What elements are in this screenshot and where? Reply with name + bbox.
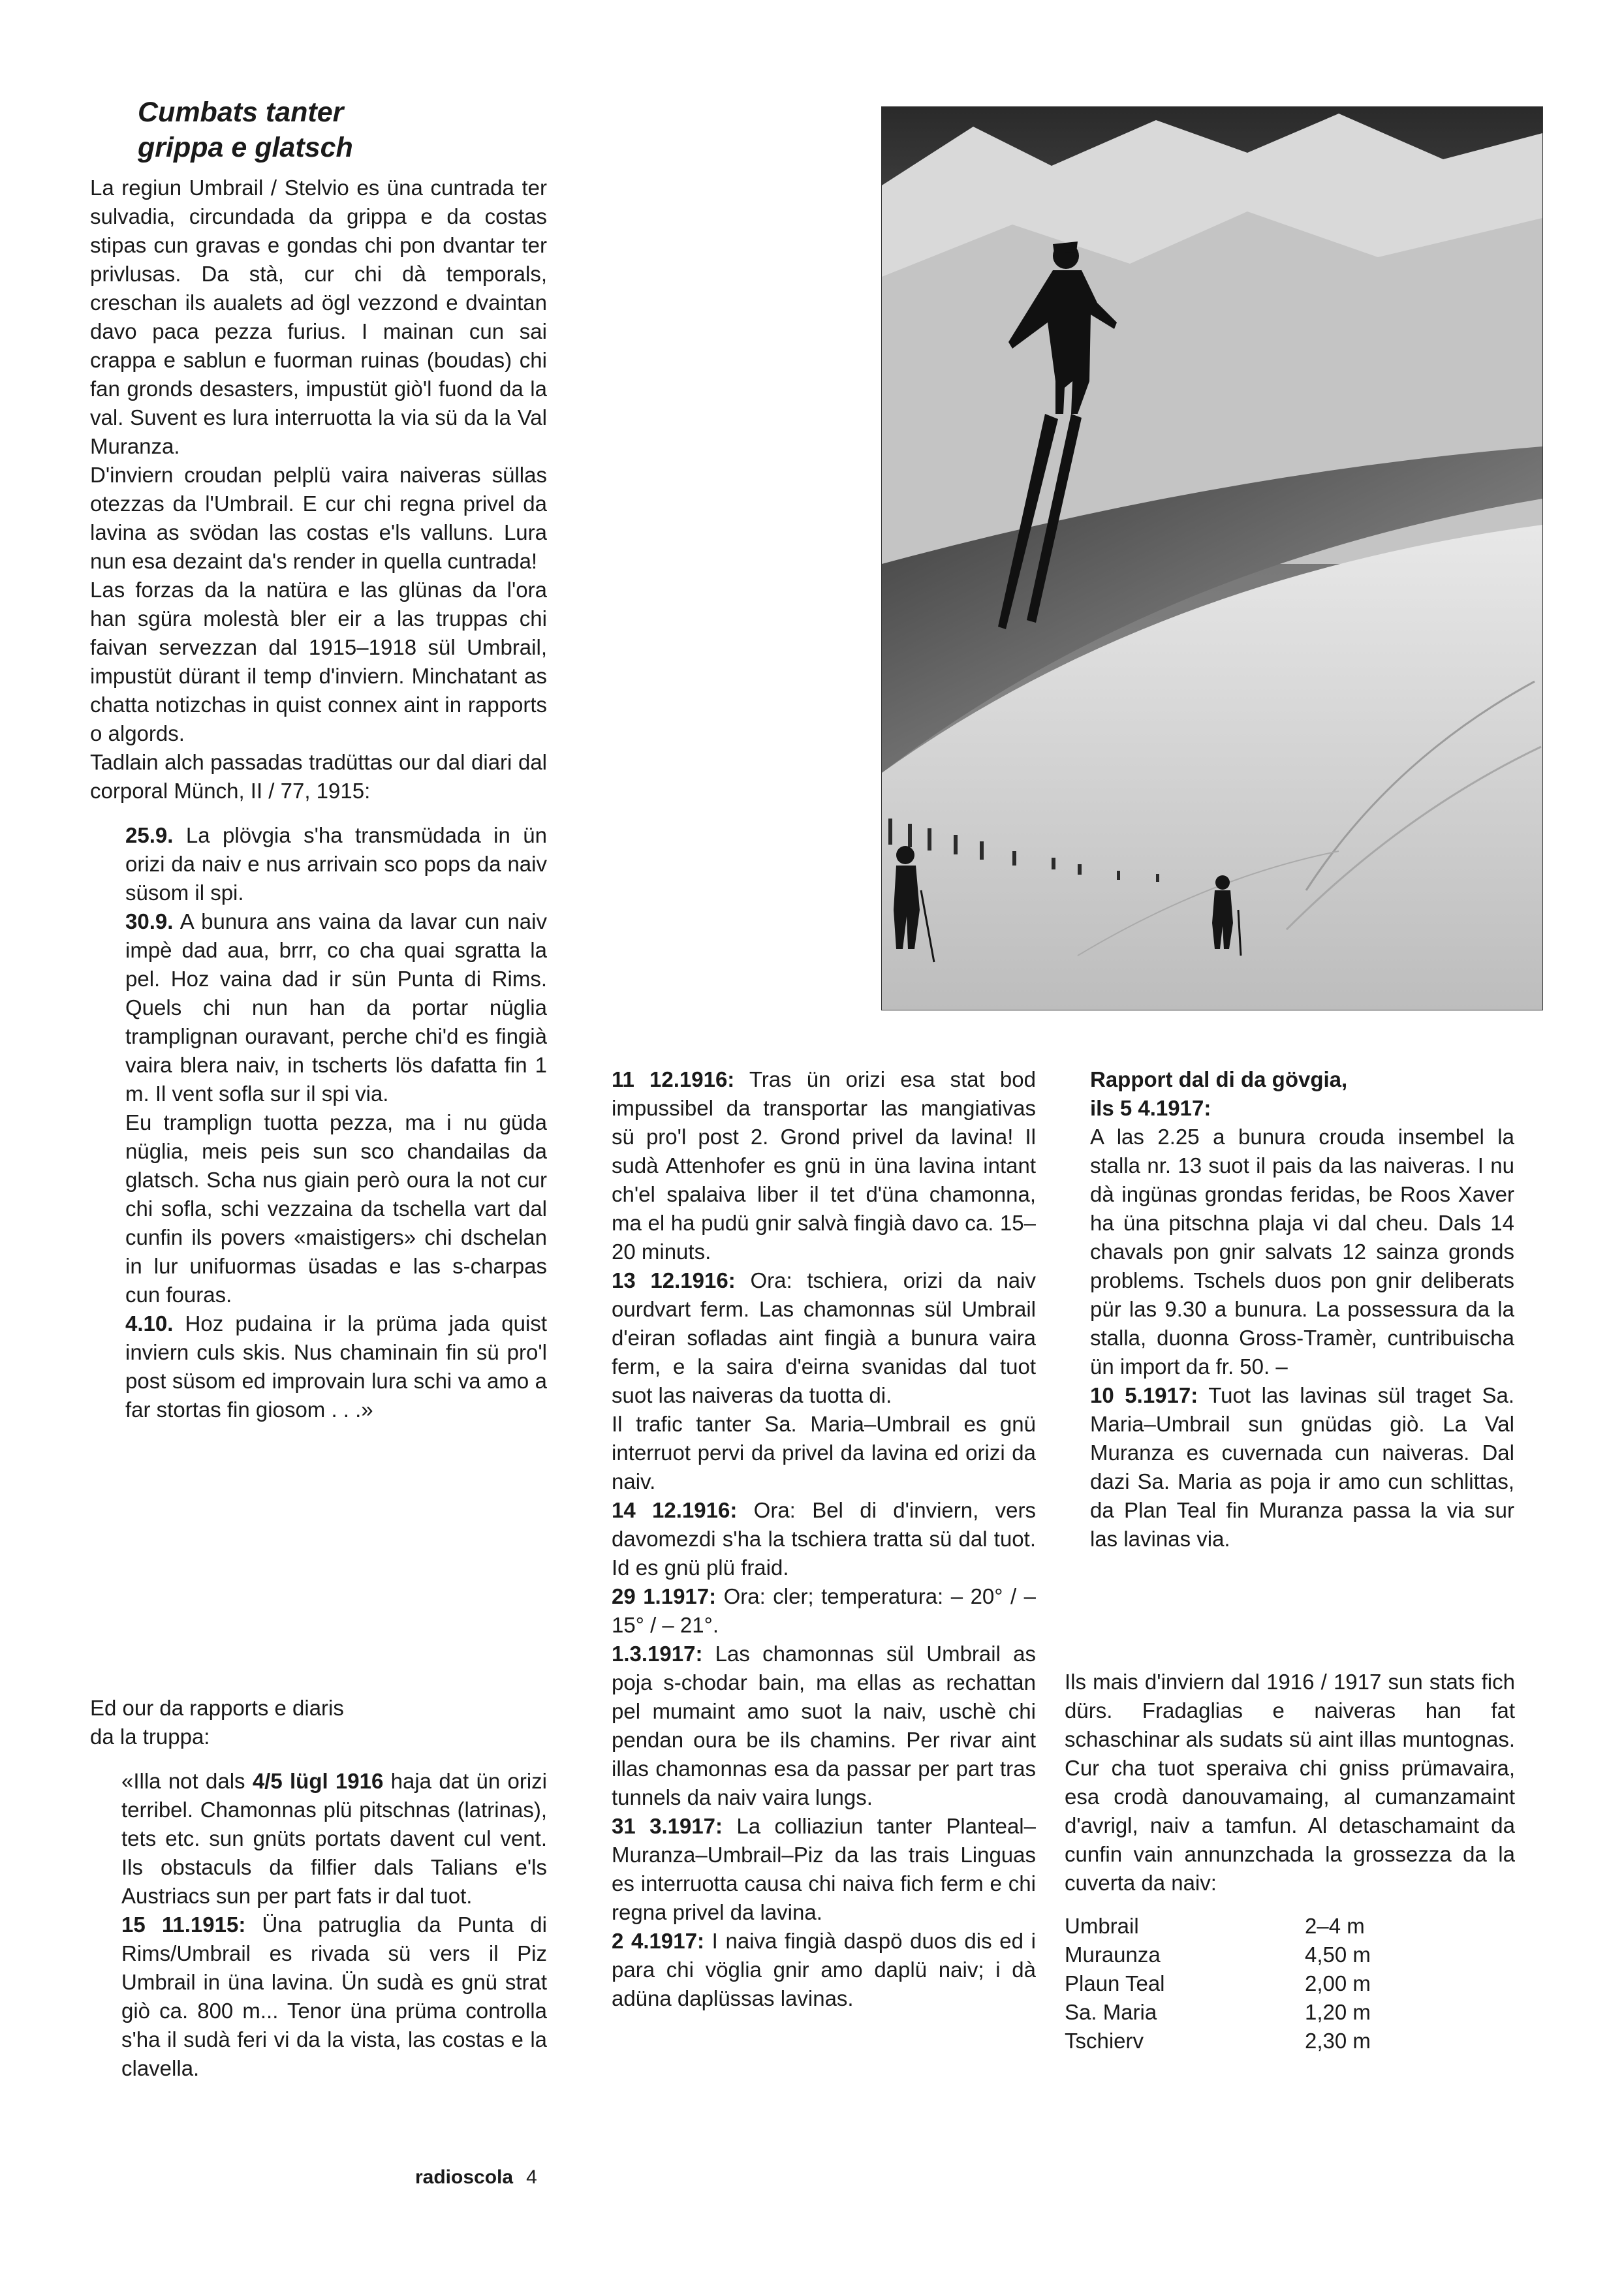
- diary-date: 4.10.: [125, 1311, 174, 1335]
- snow-depth-table: [1065, 1912, 1371, 2055]
- report-date: 11 12.1916:: [612, 1067, 735, 1091]
- place-cell: Tschierv: [1065, 2029, 1144, 2053]
- table-row: [1065, 1969, 1371, 1998]
- place-cell: Umbrail: [1065, 1914, 1139, 1938]
- depth-cell: 2–4 m: [1305, 1914, 1365, 1938]
- report-entry: 13 12.1916: Ora: tschiera, orizi da naiv ourdvart ferm. Las chamonnas sül Umbrail d'eiran sofladas aint fingià a bunura vaira ferm, e la saira d'eirna svanidas dal tuot suot las naiveras da tuotta di.: [612, 1268, 1036, 1407]
- lower-intro-line: Ed our da rapports e diaris: [90, 1696, 344, 1720]
- report-entry: «Illa not dals 4/5 lügl 1916 haja dat ün orizi terribel. Chamonnas plü pitschnas (latrinas), tets etc. sun gnüts portats davent cul vent. Ils obstaculs da filfier dals Talians e'ls Austriacs sun per part fats ir dal tuot.: [121, 1769, 547, 1908]
- report-date: 14 12.1916:: [612, 1498, 738, 1522]
- diary-entry: 4.10. Hoz pudaina ir la prüma jada quist inviern culs skis. Nus chaminain fin sü pro'l post süsom ed improvain lura schi va amo a far stortas fin giosom . . .»: [125, 1311, 547, 1422]
- diary-date: 30.9.: [125, 909, 174, 933]
- left-column-lower: [90, 1694, 547, 2083]
- report-entry: 10 5.1917: Tuot las lavinas sül traget Sa. Maria–Umbrail sun gnüdas giò. La Val Muranza es cuvernada cun naiveras. Dal dazi Sa. Maria as poja ir amo cun schlittas, da Plan Teal fin Muranza passa la via sur las lavinas via.: [1090, 1383, 1514, 1551]
- heading-line-2: grippa e glatsch: [138, 132, 353, 163]
- article-heading: [138, 95, 562, 165]
- report-entry: Il trafic tanter Sa. Maria–Umbrail es gnü interruot pervi da privel da lavina ed orizi da naiv.: [612, 1412, 1036, 1493]
- rapport-paragraph: A las 2.25 a bunura crouda insembel la stalla nr. 13 suot il pais da las naiveras. I nu dà ingünas grondas feridas, be Roos Xaver ha üna pitschna plaja vi dal cheu. Dals 14 chavals pon gnir salvats 12 sainza gronds problems. Tschels duos pon gnir deliberats pür las 9.30 a bunura. La possessura da la stalla, duonna Gross-Tramèr, cuntribuischa ün import da fr. 50. –: [1090, 1125, 1514, 1379]
- table-row: [1065, 1941, 1371, 1969]
- depth-cell: 4,50 m: [1305, 1943, 1371, 1967]
- report-date: 10 5.1917:: [1090, 1383, 1198, 1407]
- report-date: 29 1.1917:: [612, 1584, 717, 1608]
- left-column: [90, 174, 547, 1424]
- report-entry: 1.3.1917: Las chamonnas sül Umbrail as poja s-chodar bain, ma ellas as rechattan pel mumaint amo suot la naiv, uschè chi pendan oura be ils chamins. Per rivar aint illas chamonnas esa da passar per part tras tunnels da naiv vaira lungs.: [612, 1642, 1036, 1809]
- rapport-title: Rapport dal di da gövgia,: [1090, 1067, 1348, 1091]
- diary-entry: Eu tramplign tuotta pezza, ma i nu güda nüglia, meis peis sun sco chandailas da glatsch. Scha nus giain però oura la not cur chi sofla, schi vezzaina da tschella vart dal cunfin ils povers «maistigers» chi dschelan in lur unifuormas üsadas e las s-charpas cun fouras.: [125, 1110, 547, 1307]
- ski-jumper-photo: [881, 106, 1543, 1010]
- intro-paragraph: D'inviern croudan pelplü vaira naiveras süllas otezzas da l'Umbrail. E cur chi regna privel da lavina as svödan las costas e'ls valluns. Lura nun esa dezaint da's render in quella cuntrada!: [90, 463, 547, 573]
- diary-entry: 25.9. La plövgia s'ha transmüdada in ün orizi da naiv e nus arrivain sco pops da naiv süsom il spi.: [125, 823, 547, 905]
- table-row: [1065, 1998, 1371, 2027]
- diary-excerpt: [90, 821, 547, 1424]
- right-column-lower: [1065, 1668, 1515, 2055]
- intro-paragraph: La regiun Umbrail / Stelvio es üna cuntrada ter sulvadia, circundada da grippa e da costas stipas cun gravas e gondas chi pon dvantar ter privlusas. Da stà, cur chi dà temporals, creschan ils aualets ad ögl vezzond e dvaintan davo paca pezza furius. I mainan cun sai crappa e sablun e fuorman ruinas (boudas) chi fan gronds desasters, impustüt giò'l fuond da la val. Suvent es lura interruotta la via sü da la Val Muranza.: [90, 176, 547, 458]
- report-excerpt: [90, 1767, 547, 2083]
- report-date: 4/5 lügl 1916: [252, 1769, 384, 1793]
- report-date: 31 3.1917:: [612, 1814, 723, 1838]
- place-cell: Plaun Teal: [1065, 1971, 1165, 1995]
- middle-column: [612, 1065, 1036, 2013]
- closing-paragraph: Ils mais d'inviern dal 1916 / 1917 sun stats fich dürs. Fradaglias e naiveras han fat schaschinar als sudats sü aint illas muntognas. Cur cha tuot speraiva chi gniss prümavaira, esa crodà danouvamaing, al cumanzamaint d'avrigl, naiv a tamfun. Al detaschamaint da cunfin vain annunzchada la grossezza da la cuverta da naiv:: [1065, 1670, 1515, 1895]
- place-cell: Muraunza: [1065, 1943, 1161, 1967]
- intro-paragraph: Tadlain alch passadas tradüttas our dal diari dal corporal Münch, II / 77, 1915:: [90, 750, 547, 803]
- depth-cell: 1,20 m: [1305, 2000, 1371, 2024]
- heading-line-1: Cumbats tanter: [138, 97, 344, 128]
- page-number: 4: [526, 2166, 537, 2188]
- diary-date: 25.9.: [125, 823, 174, 847]
- page-footer: [415, 2164, 537, 2191]
- depth-cell: 2,00 m: [1305, 1971, 1371, 1995]
- report-date: 2 4.1917:: [612, 1929, 704, 1953]
- report-entry: 15 11.1915: Üna patruglia da Punta di Rims/Umbrail es rivada sü vers il Piz Umbrail in üna lavina. Ün sudà es gnü strat giò ca. 800 m... Tenor üna prüma controlla s'ha il sudà feri vi da la vista, las costas e la clavella.: [121, 1912, 547, 2080]
- publication-name: radioscola: [415, 2166, 514, 2188]
- report-entry: 2 4.1917: I naiva fingià daspö duos dis ed i para chi vöglia gnir amo daplü naiv; i dà adüna daplüssas lavinas.: [612, 1929, 1036, 2010]
- place-cell: Sa. Maria: [1065, 2000, 1157, 2024]
- rapport-date-title: ils 5 4.1917:: [1090, 1096, 1211, 1120]
- intro-paragraph: Las forzas da la natüra e las glünas da l'ora han sgüra molestà bler eir a las truppas chi faivan servezzan dal 1915–1918 sül Umbrail, impustüt dürant il temp d'inviern. Minchatant as chatta notizchas in quist connex aint in rapports o algords.: [90, 578, 547, 745]
- table-row: [1065, 2027, 1371, 2055]
- right-column: [1090, 1065, 1514, 1553]
- report-date: 15 11.1915:: [121, 1912, 246, 1937]
- depth-cell: 2,30 m: [1305, 2029, 1371, 2053]
- table-row: [1065, 1912, 1371, 1941]
- report-date: 1.3.1917:: [612, 1642, 703, 1666]
- report-entry: 11 12.1916: Tras ün orizi esa stat bod impussibel da transportar las mangiativas sü pro'l post 2. Grond privel da lavina! Il sudà Attenhofer es gnü in üna lavina intant ch'el spalaiva liber il tet d'üna chamonna, ma el ha pudü gnir salvà fingià davo ca. 15–20 minuts.: [612, 1067, 1036, 1264]
- report-entry: 29 1.1917: Ora: cler; temperatura: – 20° / – 15° / – 21°.: [612, 1584, 1036, 1637]
- diary-entry: 30.9. A bunura ans vaina da lavar cun naiv impè dad aua, brrr, co cha quai sgratta la pel. Hoz vaina dad ir sün Punta di Rims. Quels chi nun han da portar nüglia tramplignan ouravant, perche chi'd es fingià vaira blera naiv, in tscherts lös dafatta fin 1 m. Il vent sofla sur il spi via.: [125, 909, 547, 1106]
- report-date: 13 12.1916:: [612, 1268, 736, 1292]
- report-entry: 31 3.1917: La colliaziun tanter Planteal–Muranza–Umbrail–Piz da las trais Linguas es interruotta causa chi naiva fich ferm e chi regna privel da lavina.: [612, 1814, 1036, 1924]
- lower-intro-line: da la truppa:: [90, 1725, 210, 1749]
- report-entry: 14 12.1916: Ora: Bel di d'inviern, vers davomezdi s'ha la tschiera tratta sü dal tuot. Id es gnü plü fraid.: [612, 1498, 1036, 1580]
